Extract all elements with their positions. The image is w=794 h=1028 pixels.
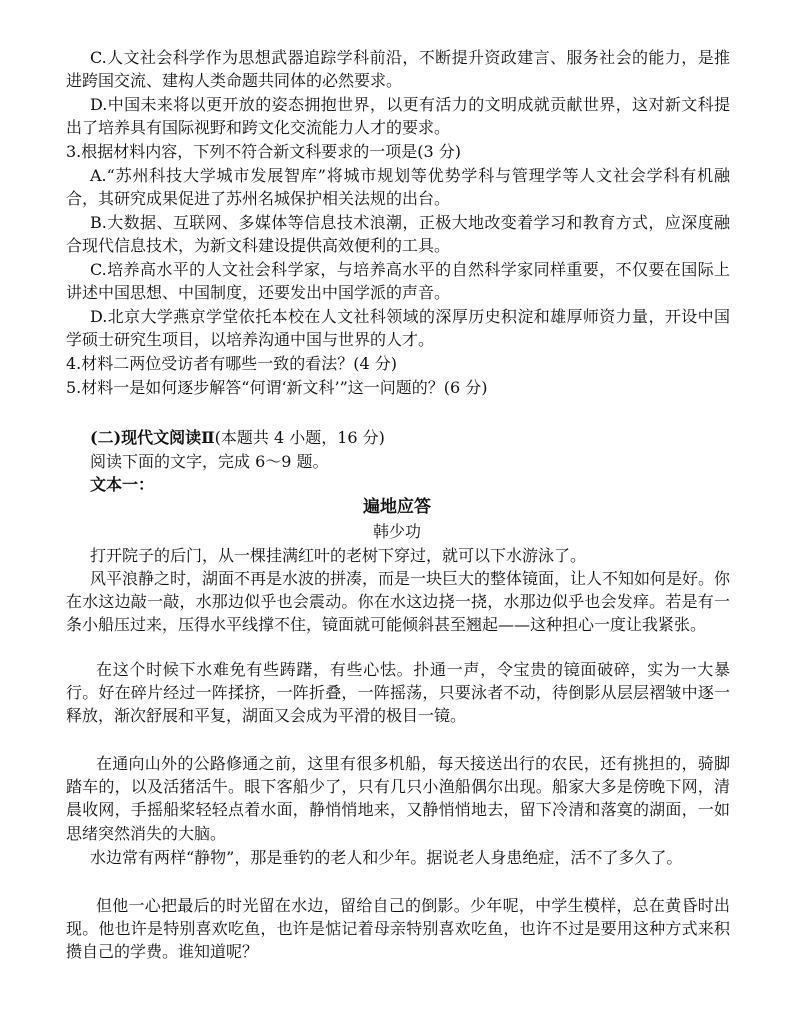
section-note: (本题共 4 小题，16 分)	[214, 428, 385, 447]
section-title: (二)现代文阅读Ⅱ	[90, 428, 215, 447]
q3-option-d: D.北京大学燕京学堂依托本校在人文社科领域的深厚历史积淀和雄厚师资力量，开设中国学硕士研究生项目，以培养沟通中国与世界的人才。	[66, 307, 730, 350]
article-paragraph: 打开院子的后门，从一棵挂满红叶的老树下穿过，就可以下水游泳了。	[90, 546, 587, 565]
q3-option-b: B.大数据、互联网、多媒体等信息技术浪潮，正极大地改变着学习和教育方式，应深度融合现代信息技术，为新文科建设提供高效便利的工具。	[66, 213, 730, 256]
q3-option-c: C.培养高水平的人文社会科学家，与培养高水平的自然科学家同样重要，不仅要在国际上讲述中国思想、中国制度，还要发出中国学派的声音。	[66, 260, 730, 303]
article-paragraph: 在通向山外的公路修通之前，这里有很多机船，每天接送出行的农民，还有挑担的，骑脚踏车的，以及活猪活牛。眼下客船少了，只有几只小渔船偶尔出现。船家大多是傍晚下网，清晨收网，手摇船桨轻轻点着水面，静悄悄地来，又静悄悄地去，留下冷清和落寞的湖面，一如思绪突然消失的大脑。	[66, 754, 730, 843]
q3-option-a: A.“苏州科技大学城市发展智库”将城市规划等优势学科与管理学等人文社会学科有机融合，其研究成果促进了苏州名城保护相关法规的出台。	[66, 166, 730, 209]
article-paragraph: 在这个时候下水难免有些踌躇，有些心怯。扑通一声，令宝贵的镜面破碎，实为一大暴行。好在碎片经过一阵揉挤，一阵折叠，一阵摇荡，只要泳者不动，待倒影从层层褶皱中逐一释放，渐次舒展和平复，湖面又会成为平滑的极目一镜。	[66, 660, 730, 726]
q5-stem: 5.材料一是如何逐步解答“何谓‘新文科’”这一问题的？(6 分)	[66, 378, 488, 397]
article-paragraph: 但他一心把最后的时光留在水边，留给自己的倒影。少年呢，中学生模样，总在黄昏时出现。他也许是特别喜欢吃鱼，也许是惦记着母亲特别喜欢吃鱼，也许不过是要用这种方式来积攒自己的学费。谁知道呢？	[66, 896, 730, 962]
article-paragraph: 风平浪静之时，湖面不再是水波的拼凑，而是一块巨大的整体镜面，让人不知如何是好。你在水这边敲一敲，水那边似乎也会震动。你在水这边挠一挠，水那边似乎也会发痒。若是有一条小船压过来，压得水平线撑不住，镜面就可能倾斜甚至翘起——这种担心一度让我紧张。	[66, 569, 731, 635]
q3-stem: 3.根据材料内容，下列不符合新文科要求的一项是(3 分)	[66, 142, 462, 161]
q2-option-c: C.人文社会科学作为思想武器追踪学科前沿，不断提升资政建言、服务社会的能力，是推进跨国交流、建构人类命题共同体的必然要求。	[66, 48, 730, 91]
q4-stem: 4.材料二两位受访者有哪些一致的看法？(4 分)	[66, 354, 398, 373]
q2-option-d: D.中国未来将以更开放的姿态拥抱世界，以更有活力的文明成就贡献世界，这对新文科提出了培养具有国际视野和跨文化交流能力人才的要求。	[66, 95, 730, 138]
text-label: 文本一：	[90, 475, 155, 494]
article-title: 遍地应答	[363, 497, 431, 517]
article-author: 韩少功	[372, 522, 421, 541]
section-instruction: 阅读下面的文字，完成 6～9 题。	[90, 452, 329, 471]
article-paragraph: 水边常有两样“静物”，那是垂钓的老人和少年。据说老人身患绝症，活不了多久了。	[90, 848, 683, 867]
section-heading	[90, 426, 385, 449]
